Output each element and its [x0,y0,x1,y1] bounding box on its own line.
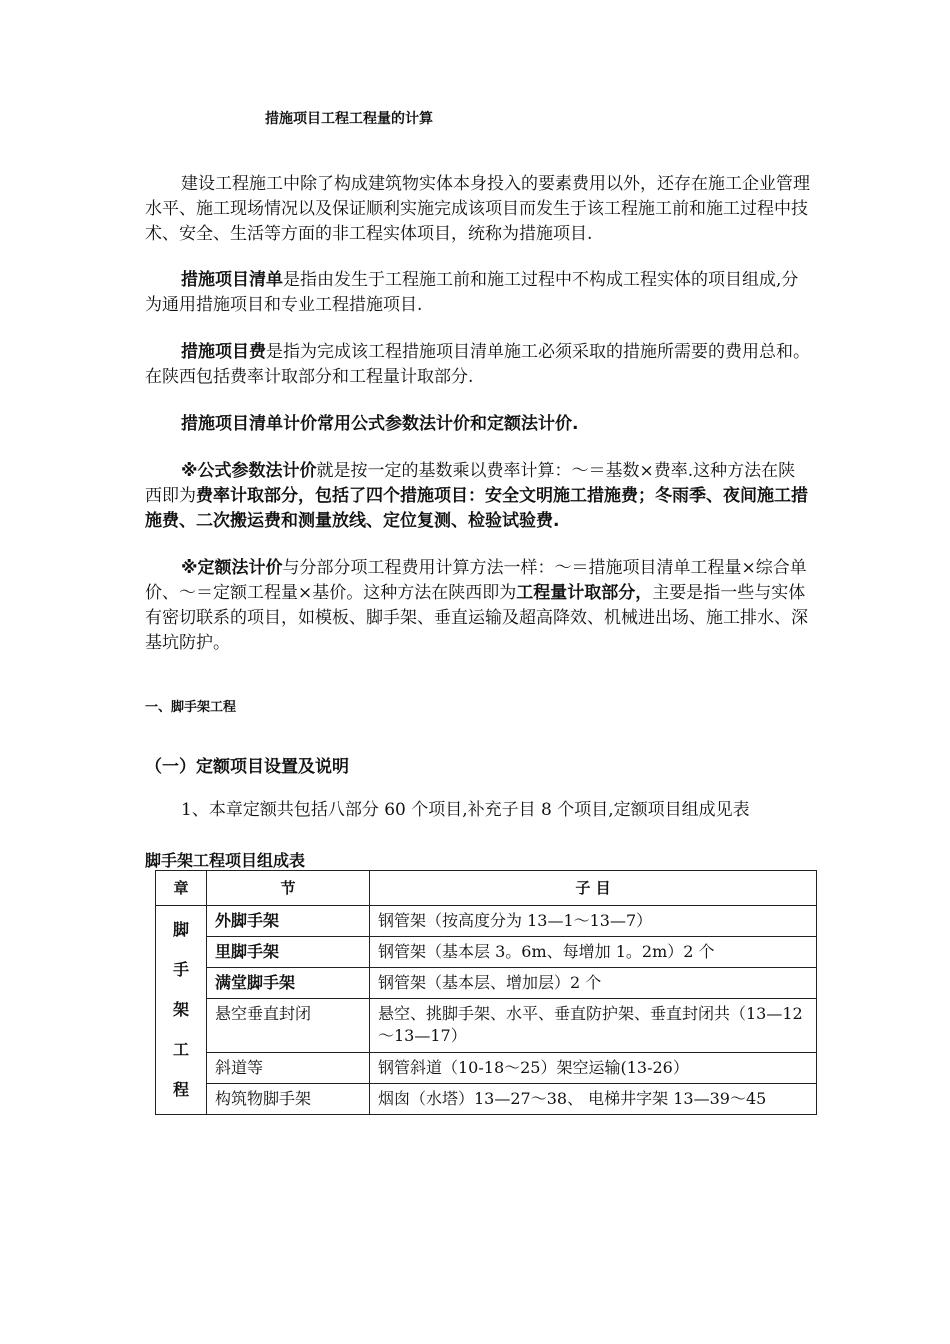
items-cell: 钢管斜道（10-18～25）架空运输(13-26） [370,1052,817,1083]
scaffold-project-table [155,870,817,1115]
header-items: 子 目 [370,871,817,906]
section-cell: 里脚手架 [207,937,370,968]
section-cell: 外脚手架 [207,906,370,937]
items-cell: 悬空、挑脚手架、水平、垂直防护架、垂直封闭共（13—12～13—17） [370,999,817,1052]
quota-description-paragraph: 1、本章定额共包括八部分 60 个项目,补充子目 8 个项目,定额项目组成见表 [181,800,750,820]
items-cell: 钢管架（按高度分为 13—1～13—7） [370,906,817,937]
chapter-cell: 脚 手 架 工 程 [156,906,207,1115]
measures-fee-paragraph: 措施项目费是指为完成该工程措施项目清单施工必须采取的措施所需要的费用总和。在陕西包括费率计取部分和工程量计取部分. [145,342,810,387]
measures-list-paragraph: 措施项目清单是指由发生于工程施工前和施工过程中不构成工程实体的项目组成,分为通用措施项目和专业工程措施项目. [145,270,799,315]
intro-paragraph: 建设工程施工中除了构成建筑物实体本身投入的要素费用以外，还存在施工企业管理水平、施工现场情况以及保证顺利实施完成该项目而发生于该工程施工前和施工过程中技术、安全、生活等方面的非工程实体项目，统称为措施项目. [145,174,810,244]
quota-method-paragraph: ※定额法计价与分部分项工程费用计算方法一样：～＝措施项目清单工程量×综合单价、～＝定额工程量×基价。这种方法在陕西即为工程量计取部分，主要是指一些与实体有密切联系的项目，如模板、脚手架、垂直运输及超高降效、机械进出场、施工排水、深基坑防护。 [145,558,808,653]
items-cell: 钢管架（基本层、增加层）2 个 [370,968,817,999]
page-title: 措施项目工程工程量的计算 [265,111,433,127]
section-cell: 斜道等 [207,1052,370,1083]
header-section: 节 [207,871,370,906]
items-cell: 钢管架（基本层 3。6m、每增加 1。2m）2 个 [370,937,817,968]
table-row [156,999,817,1052]
section-cell: 满堂脚手架 [207,968,370,999]
table-row [156,1052,817,1083]
table-row [156,968,817,999]
items-cell: 烟囱（水塔）13—27～38、 电梯井字架 13—39～45 [370,1083,817,1114]
table-header-row [156,871,817,906]
header-chapter: 章 [156,871,207,906]
table-row [156,1083,817,1114]
section-cell: 构筑物脚手架 [207,1083,370,1114]
table-row [156,906,817,937]
subsection-heading: （一）定额项目设置及说明 [145,757,349,777]
pricing-methods-paragraph: 措施项目清单计价常用公式参数法计价和定额法计价. [181,414,579,434]
section-cell: 悬空垂直封闭 [207,999,370,1052]
table-row [156,937,817,968]
table-caption: 脚手架工程项目组成表 [145,851,306,870]
section-heading: 一、脚手架工程 [145,700,237,715]
formula-method-paragraph: ※公式参数法计价就是按一定的基数乘以费率计算：～＝基数×费率.这种方法在陕西即为费率计取部分，包括了四个措施项目：安全文明施工措施费；冬雨季、夜间施工措施费、二次搬运费和测量放线、定位复测、检验试验费. [145,461,808,531]
